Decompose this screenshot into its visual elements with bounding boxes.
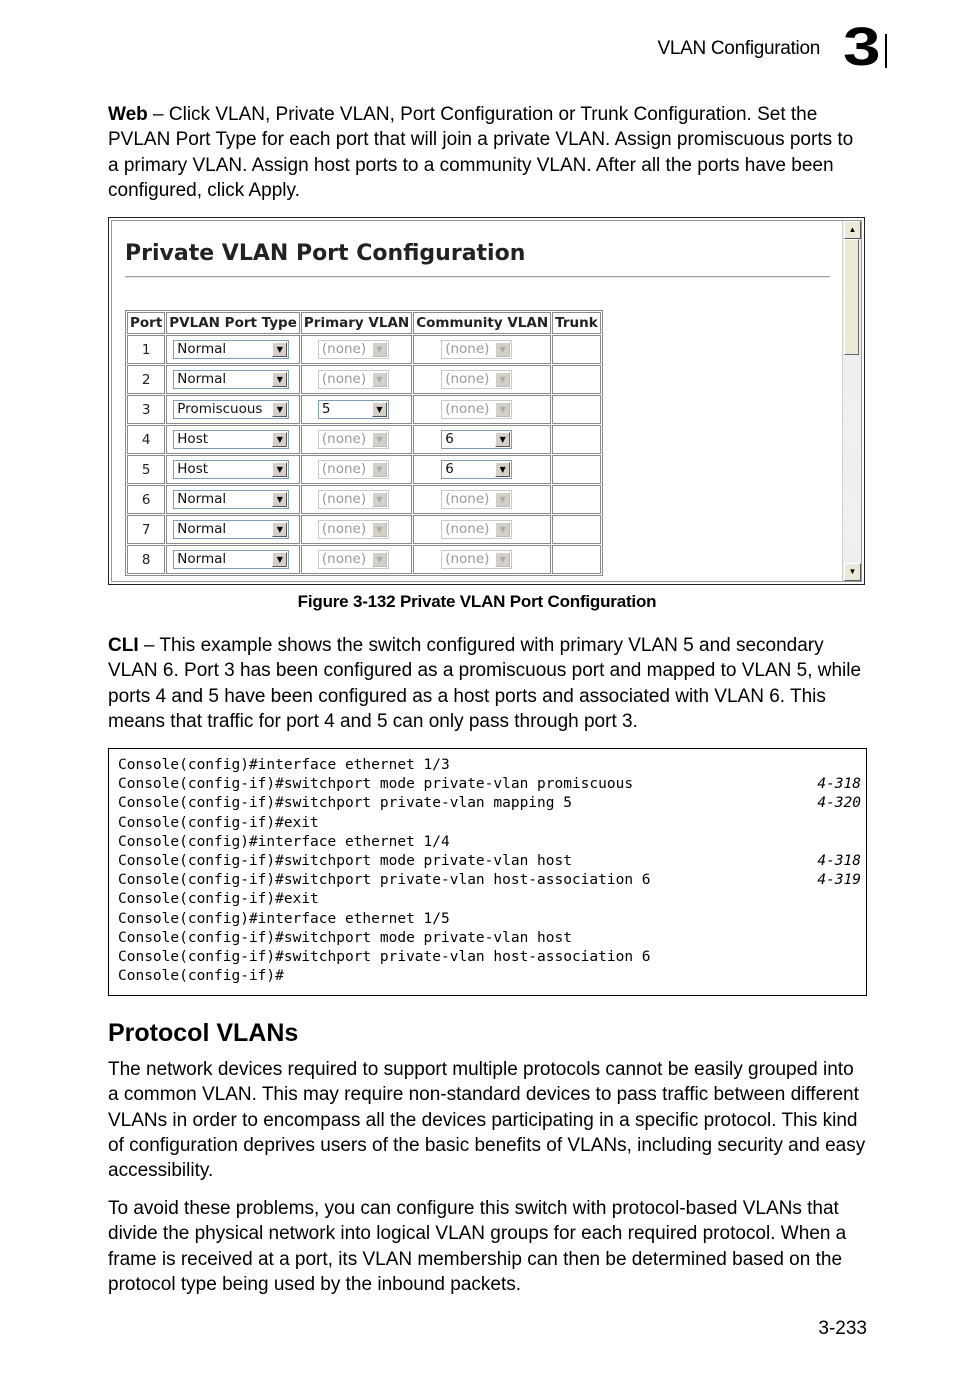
primary-vlan-value: (none) [321, 551, 367, 567]
private-vlan-screenshot [108, 217, 865, 585]
pvlan-port-type-cell [166, 395, 300, 424]
community-vlan-select [441, 340, 512, 359]
community-vlan-cell [413, 485, 551, 514]
primary-vlan-value: (none) [321, 341, 367, 357]
dropdown-arrow-icon[interactable]: ▼ [272, 462, 287, 477]
community-vlan-value: (none) [445, 521, 490, 537]
web-paragraph [108, 102, 868, 203]
dropdown-arrow-icon[interactable]: ▼ [272, 522, 287, 537]
code-line: Console(config)#interface ethernet 1/3 [118, 757, 450, 773]
port-number: 7 [127, 515, 165, 544]
pvlan-port-type-value: Host [177, 461, 209, 477]
port-number: 1 [127, 335, 165, 364]
community-vlan-cell [413, 365, 551, 394]
pvlan-port-type-cell [166, 455, 300, 484]
table-row [127, 455, 601, 484]
section-heading: Protocol VLANs [108, 1019, 299, 1047]
page-number: 3-233 [818, 1318, 867, 1339]
trunk-cell [552, 455, 601, 484]
port-number: 5 [127, 455, 165, 484]
primary-vlan-cell [301, 485, 412, 514]
dropdown-arrow-icon: ▼ [495, 522, 510, 537]
table-row [127, 335, 601, 364]
trunk-cell [552, 425, 601, 454]
chapter-number: 3 [843, 17, 881, 77]
community-vlan-select [441, 490, 512, 509]
primary-vlan-cell [301, 515, 412, 544]
primary-vlan-cell [301, 395, 412, 424]
trunk-cell [552, 365, 601, 394]
primary-vlan-select [318, 550, 389, 569]
port-number: 3 [127, 395, 165, 424]
dropdown-arrow-icon[interactable]: ▼ [272, 492, 287, 507]
primary-vlan-cell [301, 455, 412, 484]
dropdown-arrow-icon[interactable]: ▼ [495, 432, 510, 447]
community-vlan-cell [413, 515, 551, 544]
community-vlan-select [441, 370, 512, 389]
table-row [127, 485, 601, 514]
primary-vlan-select [318, 490, 389, 509]
trunk-cell [552, 335, 601, 364]
trunk-cell [552, 515, 601, 544]
dropdown-arrow-icon: ▼ [372, 462, 387, 477]
dropdown-arrow-icon: ▼ [372, 492, 387, 507]
chapter-rule [885, 34, 887, 68]
command-page-ref: 4-320 [817, 795, 861, 812]
primary-vlan-value: (none) [321, 371, 367, 387]
code-line: Console(config-if)#switchport private-vlan mapping 5 [118, 795, 572, 812]
community-vlan-value: (none) [445, 401, 490, 417]
pvlan-port-type-cell [166, 485, 300, 514]
code-line: Console(config-if)#exit [118, 891, 319, 908]
community-vlan-select [441, 550, 512, 569]
scroll-thumb[interactable] [844, 239, 859, 355]
table-row [127, 395, 601, 424]
pvlan-port-table [125, 310, 603, 576]
dropdown-arrow-icon: ▼ [372, 432, 387, 447]
col-port: Port [127, 312, 165, 334]
pvlan-port-type-select[interactable] [173, 550, 289, 569]
web-label: Web [108, 104, 148, 125]
pvlan-port-type-select[interactable] [173, 460, 289, 479]
pvlan-port-type-cell [166, 425, 300, 454]
section-paragraph-1: The network devices required to support multiple protocols cannot be easily grouped into a common VLAN. This may require non-standard devices to pass traffic between different VLANs in order to encompass all the devices participating in a specific protocol. This kind of configuration deprives users of the basic benefits of VLANs, including security and easy accessibility. [108, 1059, 866, 1182]
primary-vlan-cell [301, 335, 412, 364]
primary-vlan-select [318, 430, 389, 449]
col-community-vlan: Community VLAN [413, 312, 551, 334]
primary-vlan-select [318, 370, 389, 389]
primary-vlan-value: (none) [321, 521, 367, 537]
dropdown-arrow-icon[interactable]: ▼ [495, 462, 510, 477]
community-vlan-cell [413, 545, 551, 574]
community-vlan-cell [413, 425, 551, 454]
community-vlan-value: (none) [445, 551, 490, 567]
code-line: Console(config-if)# [118, 968, 284, 985]
community-vlan-cell [413, 395, 551, 424]
primary-vlan-select [318, 340, 389, 359]
community-vlan-select [441, 400, 512, 419]
table-row [127, 545, 601, 574]
code-line: Console(config-if)#switchport private-vlan host-association 6 [118, 872, 651, 889]
primary-vlan-value: (none) [321, 491, 367, 507]
port-number: 2 [127, 365, 165, 394]
pvlan-port-type-value: Promiscuous [177, 401, 263, 417]
port-number: 4 [127, 425, 165, 454]
pvlan-port-type-select[interactable] [173, 520, 289, 539]
dropdown-arrow-icon: ▼ [495, 372, 510, 387]
cli-code-block [108, 748, 867, 996]
col-pvlan-port-type: PVLAN Port Type [166, 312, 300, 334]
community-vlan-select[interactable] [441, 460, 512, 479]
primary-vlan-value: 5 [321, 401, 331, 417]
code-line: Console(config-if)#switchport mode private-vlan host [118, 853, 572, 869]
trunk-cell [552, 485, 601, 514]
community-vlan-value: (none) [445, 371, 490, 387]
dropdown-arrow-icon[interactable]: ▼ [272, 342, 287, 357]
code-line: Console(config)#interface ethernet 1/5 [118, 910, 450, 927]
screenshot-inner-frame [111, 220, 862, 582]
community-vlan-select [441, 520, 512, 539]
pvlan-port-type-select[interactable] [173, 430, 289, 449]
code-line: Console(config)#interface ethernet 1/4 [118, 833, 450, 850]
dropdown-arrow-icon[interactable]: ▼ [272, 402, 287, 417]
dropdown-arrow-icon: ▼ [372, 552, 387, 567]
code-line: Console(config-if)#exit [118, 814, 319, 831]
dropdown-arrow-icon: ▼ [495, 402, 510, 417]
pvlan-port-type-value: Host [177, 431, 209, 447]
cli-paragraph [108, 633, 868, 734]
community-vlan-value: 6 [445, 461, 454, 477]
primary-vlan-select [318, 460, 389, 479]
community-vlan-value: (none) [445, 491, 490, 507]
section-paragraph-2: To avoid these problems, you can configure this switch with protocol-based VLANs that divide the physical network into logical VLAN groups for each required protocol. When a frame is received at a port, its VLAN membership can then be determined based on the protocol type being used by the inbound packets. [108, 1198, 847, 1295]
dropdown-arrow-icon[interactable]: ▼ [372, 402, 387, 417]
scroll-down-arrow-icon[interactable]: ▼ [844, 563, 861, 581]
primary-vlan-select[interactable] [318, 400, 389, 419]
community-vlan-select[interactable] [441, 430, 512, 449]
dropdown-arrow-icon: ▼ [495, 342, 510, 357]
primary-vlan-value: (none) [321, 461, 367, 477]
dropdown-arrow-icon: ▼ [495, 492, 510, 507]
web-text: – Click VLAN, Private VLAN, Port Configuration or Trunk Configuration. Set the PVLAN Port Type for each port that will join a private VLAN. Assign promiscuous ports to a primary VLAN. Assign host ports to a community VLAN. After all the ports have been configured, click Apply. [108, 104, 854, 201]
port-number: 8 [127, 545, 165, 574]
port-number: 6 [127, 485, 165, 514]
table-body [127, 335, 601, 574]
pvlan-port-type-cell [166, 365, 300, 394]
community-vlan-value: 6 [445, 431, 454, 447]
code-line: Console(config-if)#switchport mode private-vlan host [118, 929, 572, 946]
vertical-scrollbar[interactable] [842, 221, 861, 581]
pvlan-port-type-select[interactable] [173, 490, 289, 509]
primary-vlan-cell [301, 425, 412, 454]
pvlan-port-type-cell [166, 335, 300, 364]
command-page-ref: 4-318 [817, 776, 861, 793]
dropdown-arrow-icon: ▼ [495, 552, 510, 567]
primary-vlan-cell [301, 545, 412, 574]
primary-vlan-select [318, 520, 389, 539]
col-primary-vlan: Primary VLAN [301, 312, 412, 334]
pvlan-port-type-value: Normal [177, 371, 227, 387]
pvlan-port-type-cell [166, 515, 300, 544]
dropdown-arrow-icon: ▼ [372, 342, 387, 357]
table-row [127, 515, 601, 544]
cli-label: CLI [108, 635, 139, 656]
community-vlan-cell [413, 455, 551, 484]
dropdown-arrow-icon[interactable]: ▼ [272, 372, 287, 387]
pvlan-port-type-value: Normal [177, 551, 227, 567]
code-line: Console(config-if)#switchport private-vlan host-association 6 [118, 949, 651, 965]
community-vlan-cell [413, 335, 551, 364]
panel-divider [125, 276, 830, 278]
col-trunk: Trunk [552, 312, 601, 334]
table-row [127, 425, 601, 454]
code-line: Console(config-if)#switchport mode private-vlan promiscuous [118, 776, 634, 793]
pvlan-port-type-select[interactable] [173, 400, 289, 419]
dropdown-arrow-icon: ▼ [372, 522, 387, 537]
scroll-up-arrow-icon[interactable]: ▲ [844, 221, 861, 239]
dropdown-arrow-icon[interactable]: ▼ [272, 432, 287, 447]
trunk-cell [552, 545, 601, 574]
table-header-row [127, 312, 601, 334]
panel-title: Private VLAN Port Configuration [125, 241, 526, 266]
cli-text: – This example shows the switch configured with primary VLAN 5 and secondary VLAN 6. Port 3 has been configured as a promiscuous port and mapped to VLAN 5, while ports 4 and 5 have been configured as a host ports and associated with VLAN 6. This means that traffic for port 4 and 5 can only pass through port 3. [108, 635, 862, 732]
figure-caption: Figure 3-132 Private VLAN Port Configuration [297, 592, 657, 611]
command-page-ref: 4-318 [817, 853, 861, 869]
running-header-title: VLAN Configuration [657, 38, 820, 59]
trunk-cell [552, 395, 601, 424]
dropdown-arrow-icon[interactable]: ▼ [272, 552, 287, 567]
primary-vlan-cell [301, 365, 412, 394]
pvlan-port-type-value: Normal [177, 341, 227, 357]
table-row [127, 365, 601, 394]
pvlan-port-type-cell [166, 545, 300, 574]
command-page-ref: 4-319 [817, 872, 861, 889]
pvlan-port-type-value: Normal [177, 521, 227, 537]
dropdown-arrow-icon: ▼ [372, 372, 387, 387]
pvlan-port-type-select[interactable] [173, 370, 289, 389]
pvlan-port-type-select[interactable] [173, 340, 289, 359]
primary-vlan-value: (none) [321, 431, 367, 447]
community-vlan-value: (none) [445, 341, 490, 357]
pvlan-port-type-value: Normal [177, 491, 227, 507]
